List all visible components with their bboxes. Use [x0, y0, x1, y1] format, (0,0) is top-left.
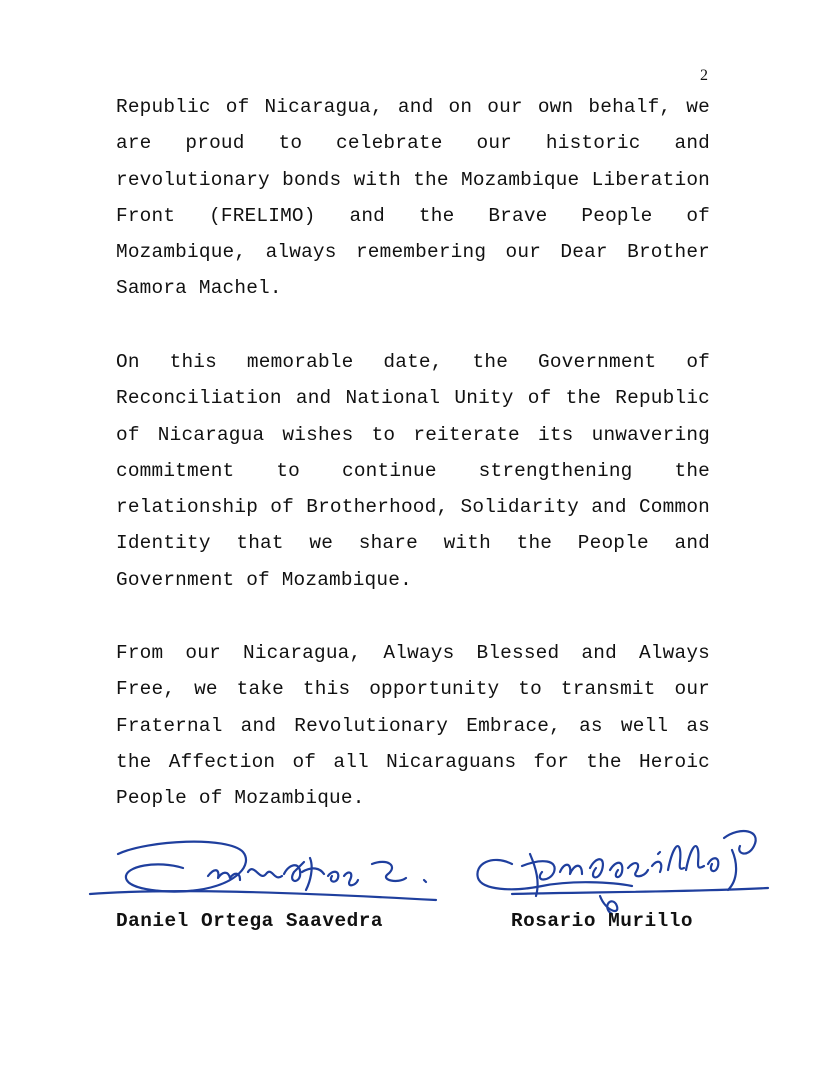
- signatory-name: Rosario Murillo: [511, 910, 694, 932]
- letter-paragraph: From our Nicaragua, Always Blessed and Always Free, we take this opportunity to transmit our Fraternal and Revolutionary Embrace, as well as the Affection of all Nicaraguans for the Heroic People of Mozambique.: [116, 642, 710, 810]
- signature-daniel-ortega: [88, 832, 443, 912]
- letter-paragraph: On this memorable date, the Government of Reconciliation and National Unity of the Republic of Nicaragua wishes to reiterate its unwavering commitment to continue strengthening the relationship of Brotherhood, Solidarity and Common Identity that we share with the People and Government of Mozambique.: [116, 351, 710, 591]
- letter-paragraph: Republic of Nicaragua, and on our own behalf, we are proud to celebrate our historic and revolutionary bonds with the Mozambique Liberation Front (FRELIMO) and the Brave People of Mozambique, always remembering our Dear Brother Samora Machel.: [116, 96, 710, 300]
- signature-rosario-murillo: [472, 820, 772, 920]
- signatory-name: Daniel Ortega Saavedra: [116, 910, 383, 932]
- page-number: 2: [700, 67, 708, 84]
